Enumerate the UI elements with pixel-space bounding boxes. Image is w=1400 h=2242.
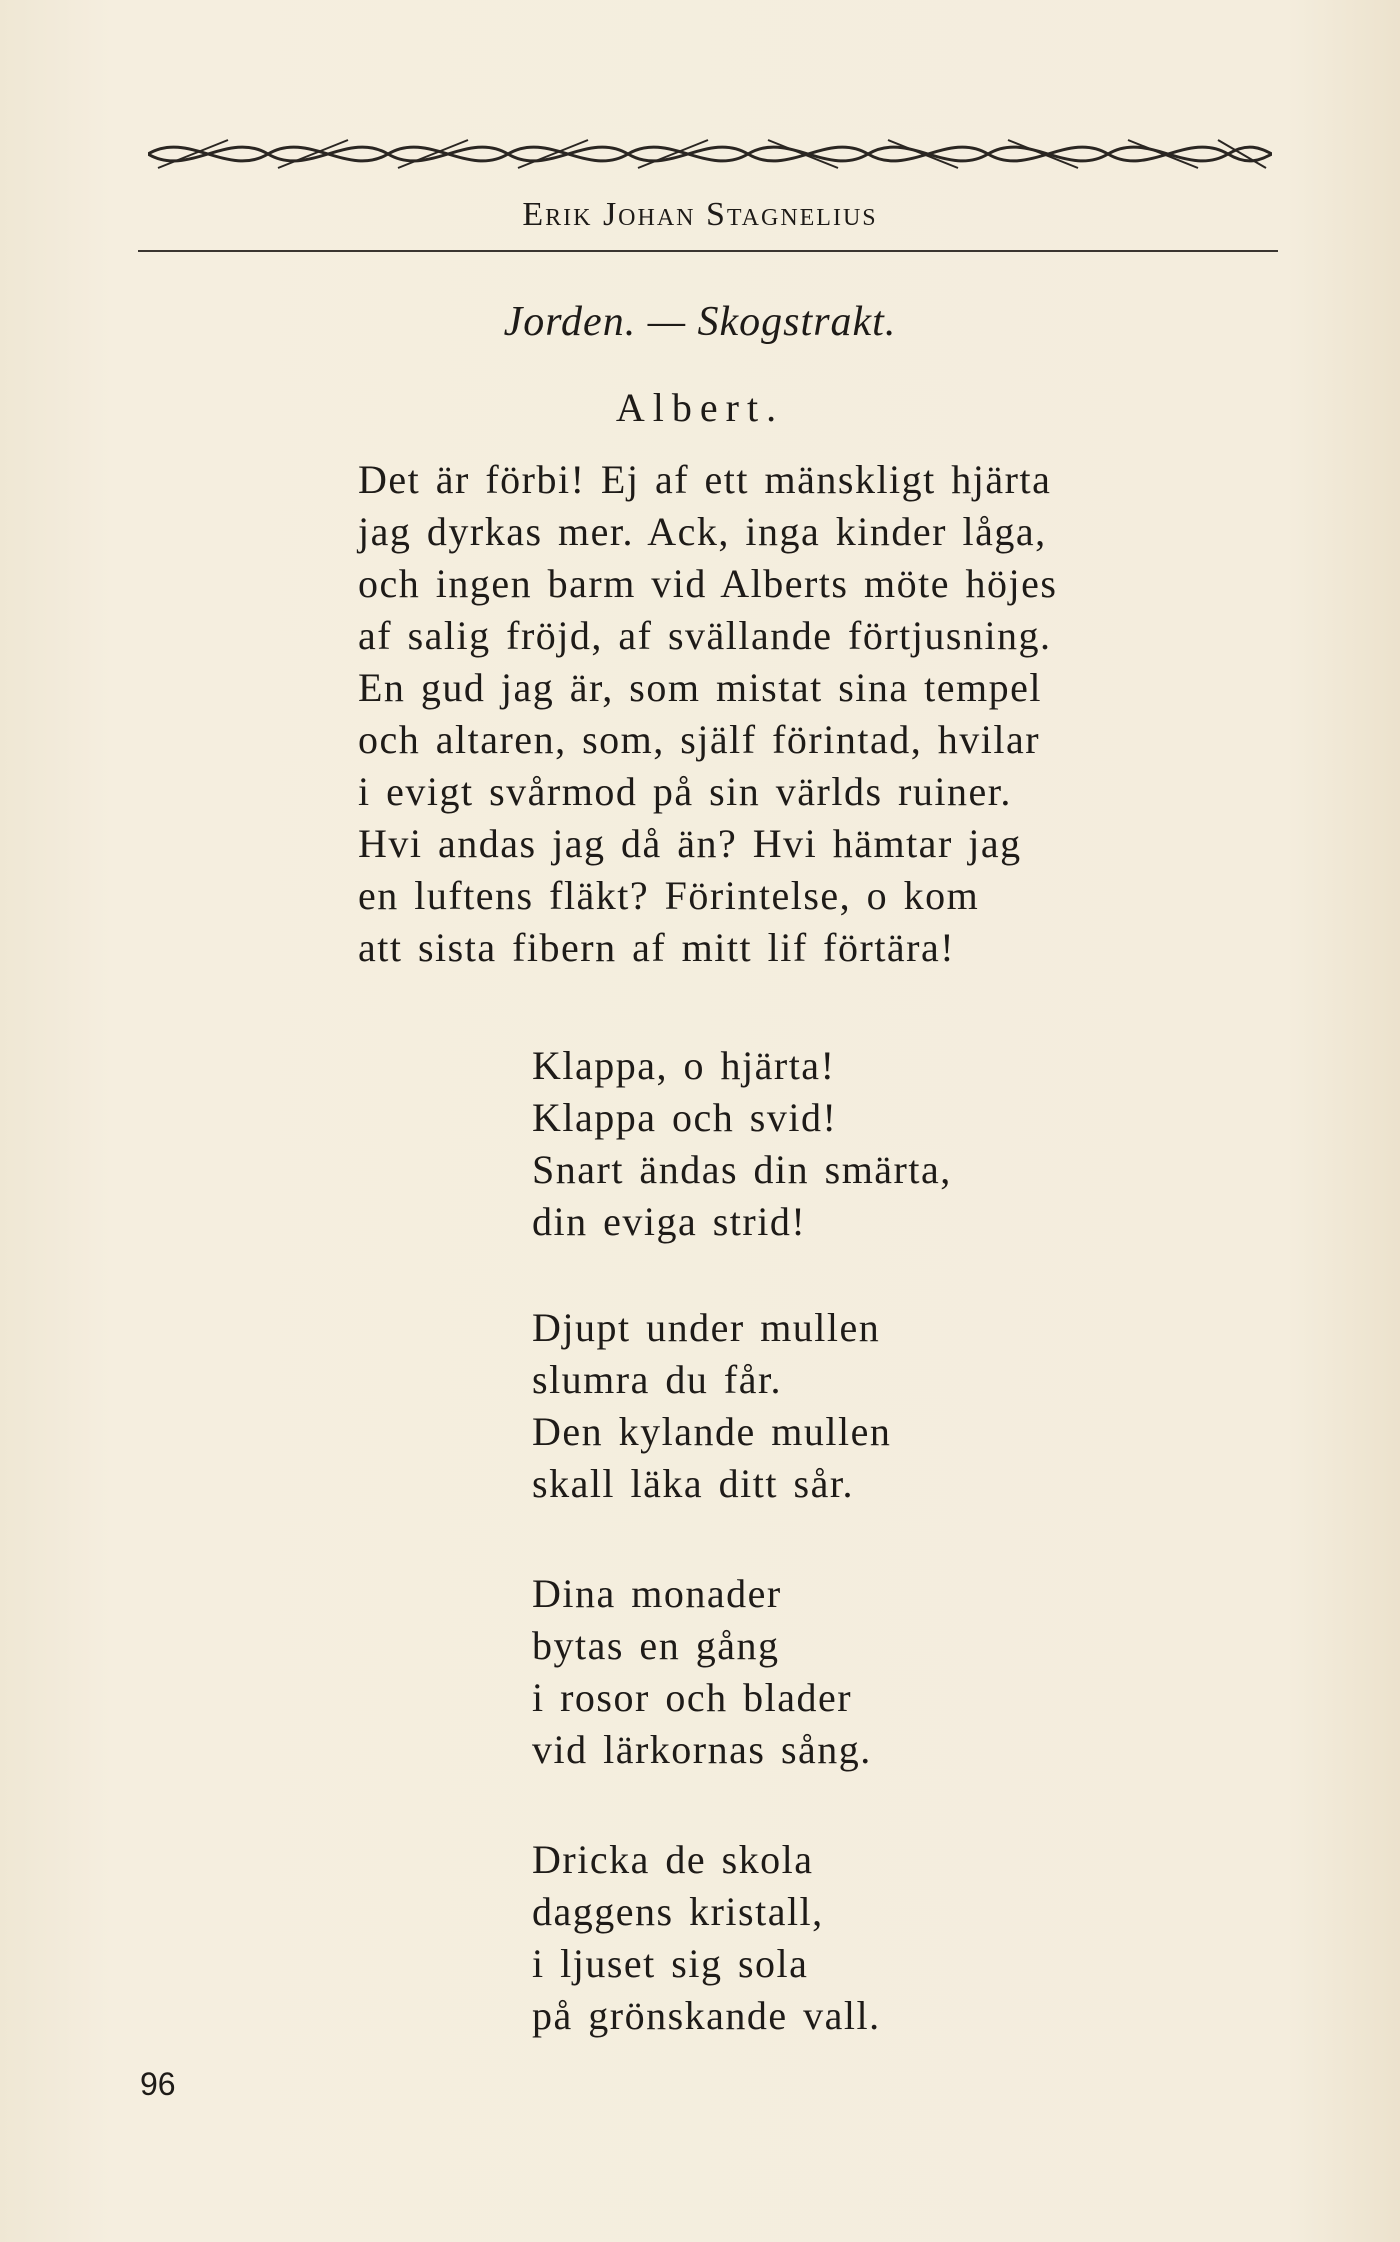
- stanza-line: i ljuset sig sola: [532, 1941, 809, 1986]
- speaker-name: Albert.: [615, 385, 785, 430]
- verse-line: Det är förbi! Ej af ett mänskligt hjärta: [358, 457, 1052, 502]
- verse-line: Hvi andas jag då än? Hvi hämtar jag: [358, 821, 1022, 866]
- stanza-line: i rosor och blader: [532, 1675, 853, 1720]
- stanza-line: Klappa och svid!: [532, 1095, 838, 1140]
- stanza-line: vid lärkornas sång.: [532, 1727, 872, 1772]
- stanza-line: slumra du får.: [532, 1357, 783, 1402]
- blank-verse-passage: [358, 454, 1057, 974]
- verse-line: att sista fibern af mitt lif förtära!: [358, 925, 956, 970]
- verse-line: en luftens fläkt? Förintelse, o kom: [358, 873, 980, 918]
- stanza-line: Snart ändas din smärta,: [532, 1147, 952, 1192]
- verse-line: och ingen barm vid Alberts möte höjes: [358, 561, 1058, 606]
- stanza-line: daggens kristall,: [532, 1889, 824, 1934]
- verse-line: i evigt svårmod på sin världs ruiner.: [358, 769, 1012, 814]
- stanza-line: din eviga strid!: [532, 1199, 807, 1244]
- page-number: 96: [140, 2066, 176, 2102]
- stanza-line: Klappa, o hjärta!: [532, 1043, 836, 1088]
- song-stanza-3: [532, 1568, 872, 1776]
- song-stanza-2: [532, 1302, 891, 1510]
- running-head: Erik Johan Stagnelius: [522, 196, 878, 233]
- header-rule: [138, 250, 1278, 252]
- decorative-ornament-band: [148, 128, 1272, 180]
- song-stanza-4: [532, 1834, 881, 2042]
- stanza-line: Djupt under mullen: [532, 1305, 881, 1350]
- verse-line: och altaren, som, själf förintad, hvilar: [358, 717, 1041, 762]
- song-stanza-1: [532, 1040, 952, 1248]
- verse-line: En gud jag är, som mistat sina tempel: [358, 665, 1043, 710]
- scene-heading: Jorden. — Skogstrakt.: [503, 299, 897, 345]
- stanza-line: Den kylande mullen: [532, 1409, 892, 1454]
- stanza-line: på grönskande vall.: [532, 1993, 881, 2038]
- stanza-line: skall läka ditt sår.: [532, 1461, 854, 1506]
- stanza-line: Dina monader: [532, 1571, 782, 1616]
- stanza-line: Dricka de skola: [532, 1837, 814, 1882]
- verse-line: jag dyrkas mer. Ack, inga kinder låga,: [358, 509, 1047, 554]
- stanza-line: bytas en gång: [532, 1623, 780, 1668]
- verse-line: af salig fröjd, af svällande förtjusning.: [358, 613, 1052, 658]
